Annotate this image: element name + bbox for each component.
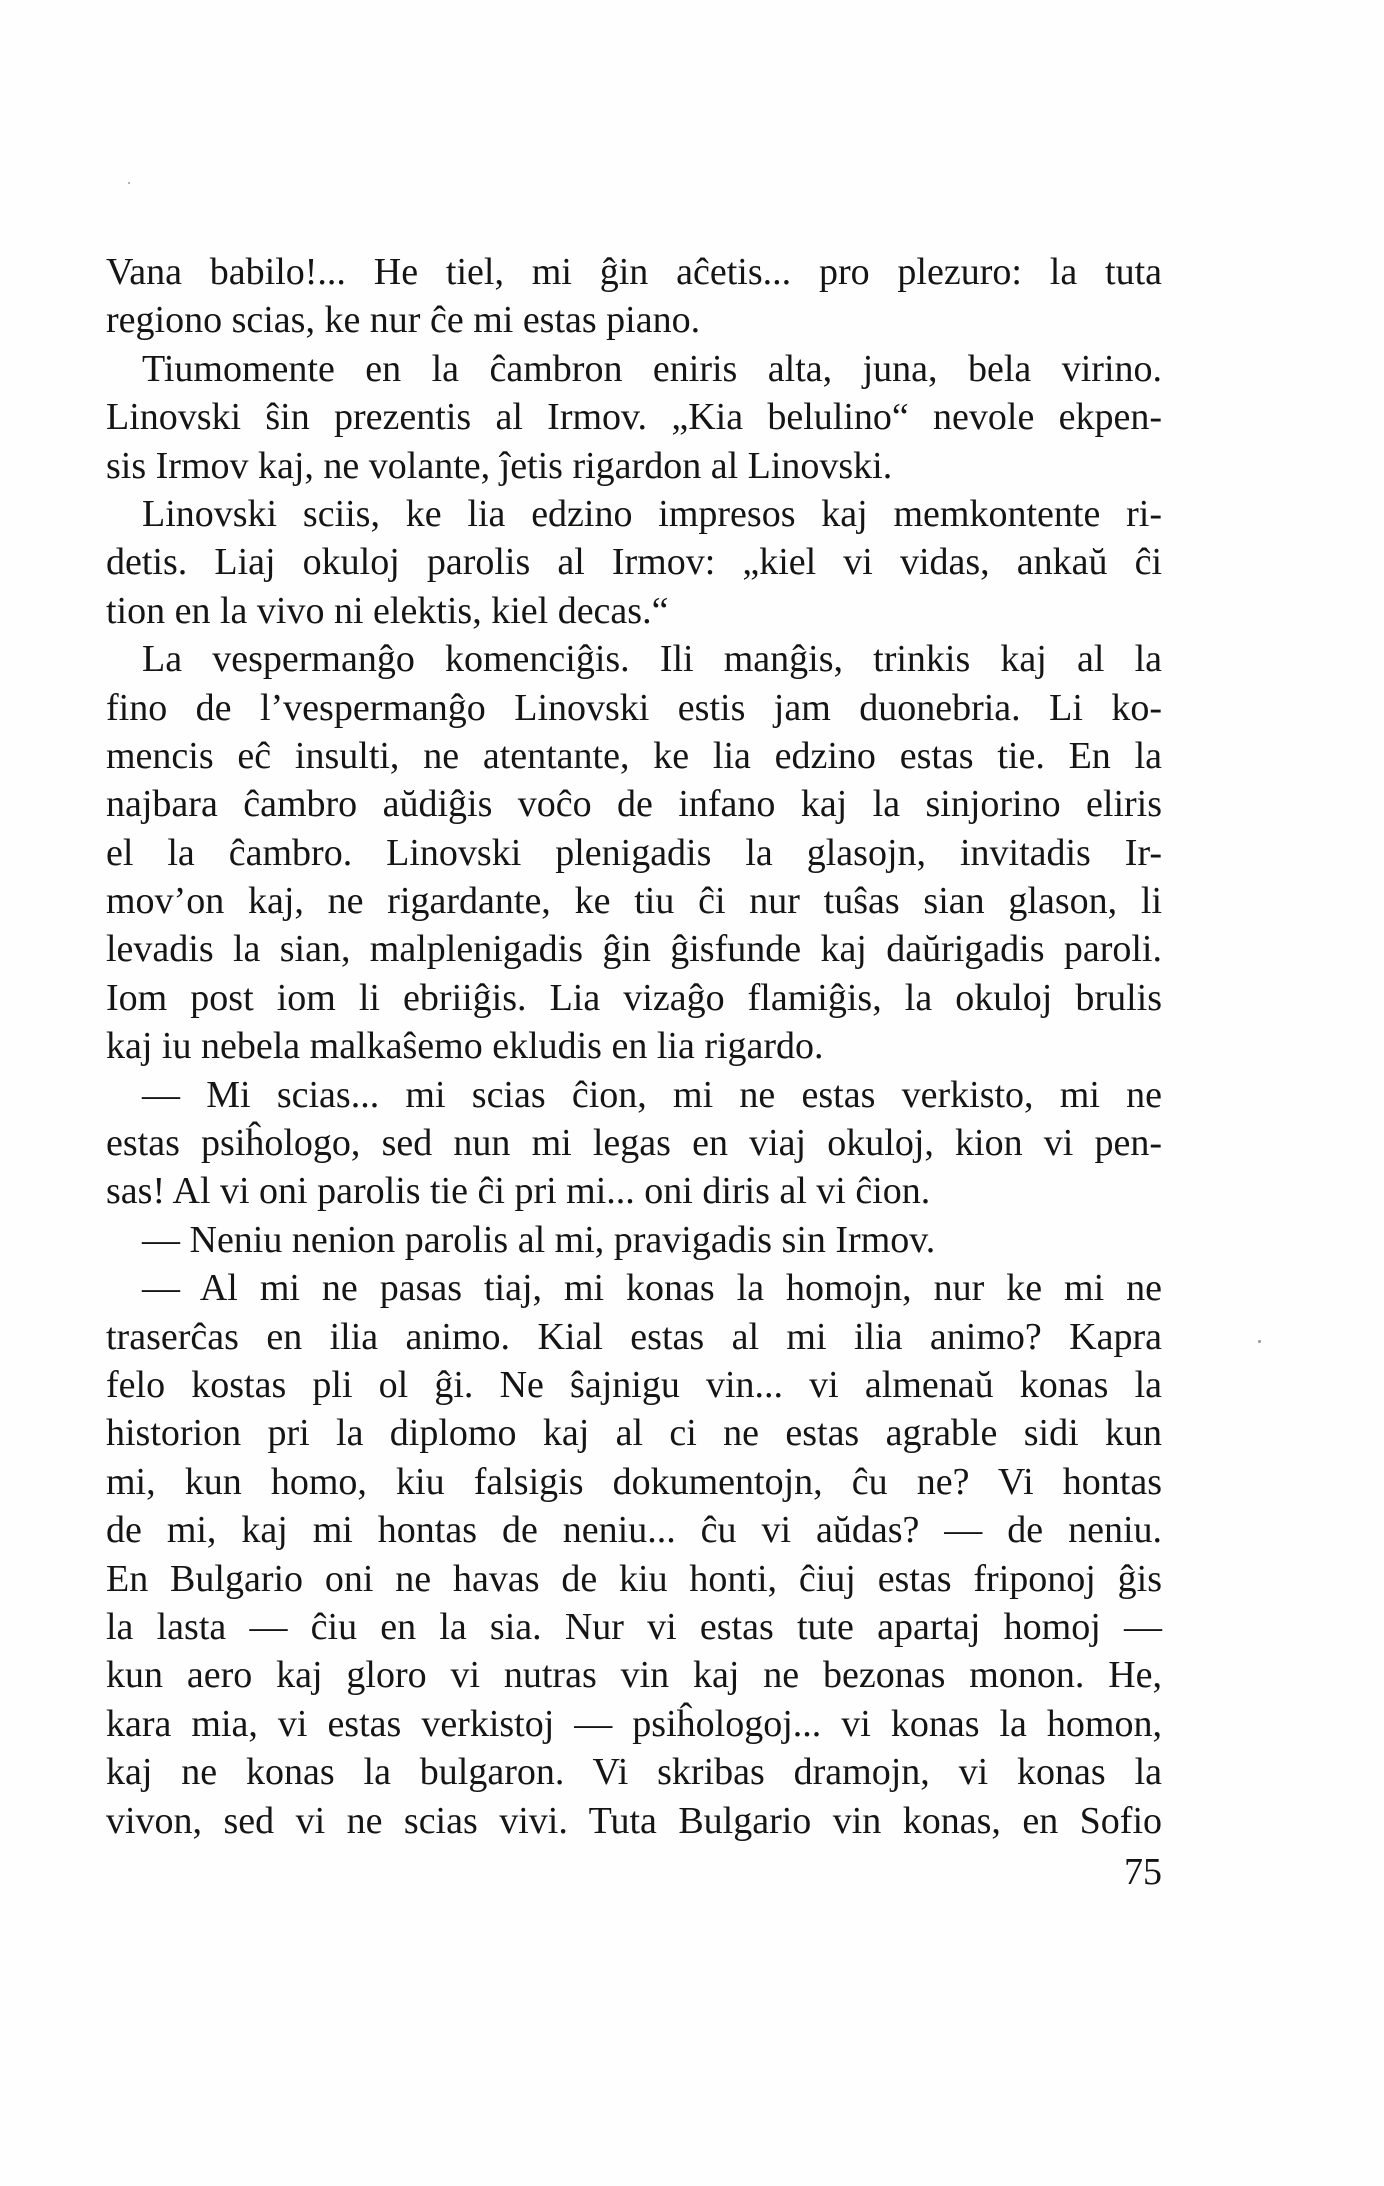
- text-line: el la ĉambro. Linovski plenigadis la glasojn, invitadis Ir-: [106, 831, 1162, 874]
- text-line: La vespermanĝo komenciĝis. Ili manĝis, trinkis kaj al la: [142, 638, 1162, 681]
- text-line: mencis eĉ insulti, ne atentante, ke lia edzino estas tie. En la: [106, 734, 1162, 777]
- text-line: traserĉas en ilia animo. Kial estas al mi ilia animo? Kapra: [106, 1315, 1162, 1358]
- text-line: kun aero kaj gloro vi nutras vin kaj ne bezonas monon. He,: [106, 1654, 1162, 1697]
- text-line: kaj iu nebela malkaŝemo ekludis en lia rigardo.: [106, 1025, 824, 1068]
- text-line: — Al mi ne pasas tiaj, mi konas la homojn, nur ke mi ne: [142, 1267, 1162, 1310]
- text-line: historion pri la diplomo kaj al ci ne estas agrable sidi kun: [106, 1412, 1162, 1455]
- text-line: detis. Liaj okuloj parolis al Irmov: „kiel vi vidas, ankaŭ ĉi: [106, 541, 1162, 584]
- text-line: sis Irmov kaj, ne volante, ĵetis rigardon al Linovski.: [106, 444, 893, 487]
- text-line: Vana babilo!... He tiel, mi ĝin aĉetis... pro plezuro: la tuta: [106, 251, 1162, 293]
- text-line: mov’on kaj, ne rigardante, ke tiu ĉi nur tuŝas sian glason, li: [106, 880, 1162, 923]
- text-line: Iom post iom li ebriiĝis. Lia vizaĝo flamiĝis, la okuloj brulis: [106, 976, 1162, 1019]
- text-line: kara mia, vi estas verkistoj — psiĥologoj... vi konas la homon,: [106, 1702, 1162, 1745]
- text-line: En Bulgario oni ne havas de kiu honti, ĉiuj estas friponoj ĝis: [106, 1557, 1162, 1600]
- body-text: [106, 248, 1162, 1845]
- text-line: la lasta — ĉiu en la sia. Nur vi estas tute apartaj homoj —: [106, 1605, 1162, 1648]
- text-line: vivon, sed vi ne scias vivi. Tuta Bulgario vin konas, en Sofio: [106, 1799, 1162, 1842]
- text-line: tion en la vivo ni elektis, kiel decas.“: [106, 589, 669, 632]
- text-line: Linovski sciis, ke lia edzino impresos kaj memkontente ri-: [142, 492, 1162, 535]
- text-line: levadis la sian, malplenigadis ĝin ĝisfunde kaj daŭrigadis paroli.: [106, 928, 1162, 971]
- text-line: felo kostas pli ol ĝi. Ne ŝajnigu vin... vi almenaŭ konas la: [106, 1363, 1162, 1406]
- text-line: kaj ne konas la bulgaron. Vi skribas dramojn, vi konas la: [106, 1751, 1162, 1794]
- text-line: mi, kun homo, kiu falsigis dokumentojn, ĉu ne? Vi hontas: [106, 1460, 1162, 1503]
- paper-speck: [128, 182, 130, 184]
- text-line: estas psiĥologo, sed nun mi legas en viaj okuloj, kion vi pen-: [106, 1122, 1162, 1165]
- text-line: najbara ĉambro aŭdiĝis voĉo de infano kaj la sinjorino eliris: [106, 783, 1162, 826]
- text-line: fino de l’vespermanĝo Linovski estis jam duonebria. Li ko-: [106, 686, 1162, 729]
- paper-speck: [1258, 1340, 1261, 1343]
- text-line: de mi, kaj mi hontas de neniu... ĉu vi aŭdas? — de neniu.: [106, 1509, 1162, 1552]
- text-line: — Mi scias... mi scias ĉion, mi ne estas verkisto, mi ne: [142, 1073, 1162, 1116]
- text-line: sas! Al vi oni parolis tie ĉi pri mi... oni diris al vi ĉion.: [106, 1170, 931, 1213]
- text-line: regiono scias, ke nur ĉe mi estas piano.: [106, 299, 701, 342]
- text-line: — Neniu nenion parolis al mi, pravigadis sin Irmov.: [142, 1218, 936, 1261]
- text-line: Linovski ŝin prezentis al Irmov. „Kia belulino“ nevole ekpen-: [106, 396, 1162, 439]
- text-line: Tiumomente en la ĉambron eniris alta, juna, bela virino.: [142, 347, 1162, 390]
- page-number: 75: [1124, 1851, 1162, 1893]
